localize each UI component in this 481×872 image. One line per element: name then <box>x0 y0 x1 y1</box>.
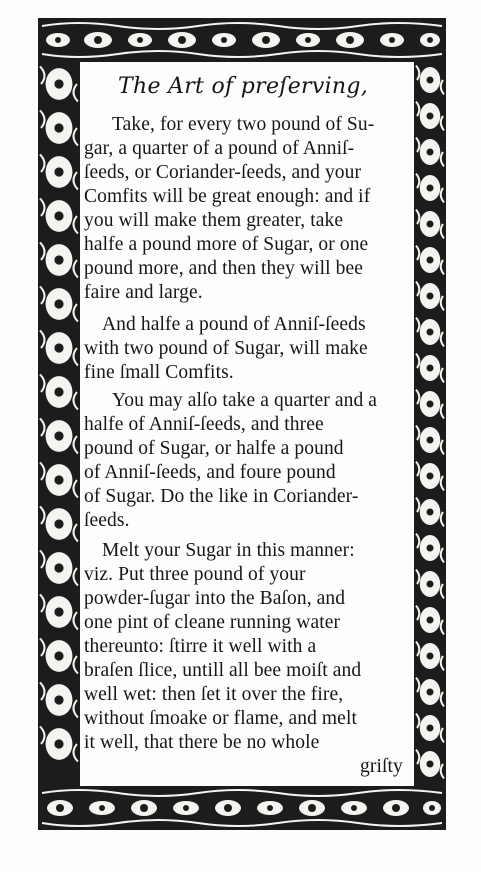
text-line: braſen ſlice, untill all bee moiſt and <box>84 660 362 681</box>
text-line: you will make them greater, take <box>84 210 344 231</box>
text-line: ſeeds, or Coriander-ſeeds, and your <box>84 162 362 183</box>
text-line: You may alſo take a quarter and a <box>112 390 378 411</box>
text-line: thereunto: ſtirre it well with a <box>84 636 317 657</box>
ornamental-border-top <box>38 18 446 62</box>
text-line: viz. Put three pound of your <box>84 564 306 585</box>
text-line: pound of Sugar, or halfe a pound <box>84 438 344 459</box>
text-line: faire and large. <box>84 282 203 303</box>
text-line: pound more, and then they will bee <box>84 258 364 279</box>
text-line: of Anniſ-ſeeds, and foure pound <box>84 462 336 483</box>
text-line: Comfits will be great enough: and if <box>84 186 371 207</box>
text-line: well wet: then ſet it over the fire, <box>84 684 344 705</box>
text-line: one pint of cleane running water <box>84 612 341 633</box>
text-line: And halfe a pound of Anniſ-ſeeds <box>102 314 366 335</box>
text-line: halfe of Anniſ-ſeeds, and three <box>84 414 324 435</box>
text-line: of Sugar. Do the like in Coriander- <box>84 486 359 507</box>
text-line: with two pound of Sugar, will make <box>84 338 368 359</box>
text-line: halfe a pound more of Sugar, or one <box>84 234 369 255</box>
text-line: Melt your Sugar in this manner: <box>102 540 355 561</box>
page-text-block <box>84 62 412 784</box>
text-line: Take, for every two pound of Su- <box>112 114 375 135</box>
ornamental-border-bottom <box>38 786 446 830</box>
ornamental-border-right <box>414 62 446 786</box>
text-line: without ſmoake or flame, and melt <box>84 708 357 729</box>
running-head: The Art of preſerving, <box>118 74 369 99</box>
text-line: gar, a quarter of a pound of Anniſ- <box>84 138 355 159</box>
catchword: griſty <box>360 756 403 777</box>
text-line: ſeeds. <box>84 510 130 531</box>
text-line: it well, that there be no whole <box>84 732 320 753</box>
text-line: fine ſmall Comfits. <box>84 362 234 383</box>
ornamental-border-left <box>38 62 80 786</box>
text-line: powder-ſugar into the Baſon, and <box>84 588 346 609</box>
